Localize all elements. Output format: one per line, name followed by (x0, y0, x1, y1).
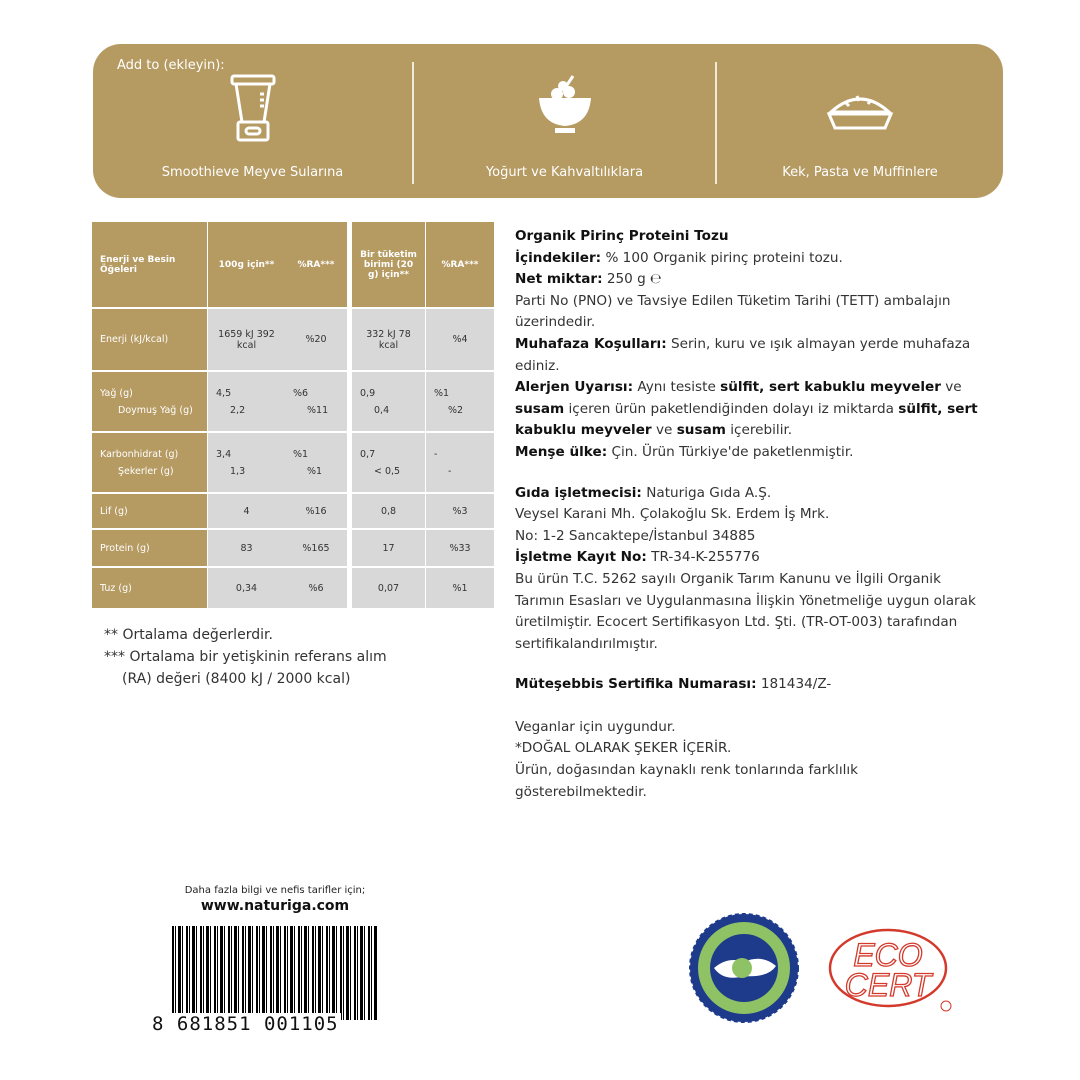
value-cell (285, 433, 347, 492)
value-cell (208, 530, 285, 566)
value-cell (352, 309, 425, 370)
value-cell (352, 433, 425, 492)
cell-text: %16 (305, 505, 327, 517)
cell-text: 100g için** (218, 259, 275, 270)
cell-text: 0,34 (235, 582, 258, 594)
value-cell (285, 568, 347, 608)
ingredients-value: % 100 Organik pirinç proteini tozu. (601, 249, 843, 266)
note: *** Ortalama bir yetişkinin referans alım (104, 649, 387, 665)
row-label (92, 530, 207, 566)
note: (RA) değeri (8400 kJ / 2000 kcal) (122, 671, 351, 687)
cell-text: %20 (305, 334, 327, 345)
header-cell (426, 222, 494, 307)
t: ve (940, 379, 962, 396)
row-label (92, 433, 207, 492)
cell-text: 17 (382, 542, 395, 554)
ingredients-key: İçindekiler: (515, 249, 602, 266)
cell-text: %2 (448, 404, 464, 416)
nutrition-table (92, 222, 494, 608)
note: ** Ortalama değerlerdir. (104, 627, 273, 643)
pie-icon (825, 86, 895, 150)
use-cake (717, 44, 1003, 198)
value-cell (352, 530, 425, 566)
certification-text: Bu ürün T.C. 5262 sayılı Organik Tarım Kanunu ve İlgili Organik Tarımın Esasları ve Uygulanmasına İlişkin Yönetmeliğe uygun olarak üretilmiştir. Ecocert Sertifikasyon Ltd. Şti. (TR-OT-003) tarafından sertifikalandırılmıştır. (515, 570, 976, 652)
cell-text: %165 (302, 542, 330, 554)
use-smoothie (93, 44, 412, 198)
value-cell (426, 433, 494, 492)
cell-text: Enerji ve Besin Öğeleri (100, 254, 176, 275)
storage-value: Serin, kuru ve ışık almayan yerde muhafaza ediniz. (515, 335, 971, 374)
cell-text: Şekerler (g) (118, 465, 174, 477)
barcode-number: 8 681851 001105 (152, 1013, 339, 1035)
website-caption: Daha fazla bilgi ve nefis tarifler için; (184, 885, 366, 896)
svg-text:ECO: ECO (853, 937, 923, 973)
value-cell (426, 309, 494, 370)
cell-text: - (448, 465, 452, 477)
value-cell (208, 568, 285, 608)
value-cell (208, 433, 285, 492)
t: sülfit, sert kabuklu meyveler (515, 400, 978, 439)
cell-text: %6 (293, 387, 309, 399)
cell-text: Tuz (g) (100, 582, 132, 594)
row-label (92, 309, 207, 370)
header-cell (352, 222, 425, 307)
cell-text: 3,4 (216, 448, 232, 460)
cell-text: Yağ (g) (100, 387, 133, 399)
cell-text: %11 (307, 404, 329, 416)
header-cell (285, 222, 347, 307)
address: Veysel Karani Mh. Çolakoğlu Sk. Erdem İş Mrk. (515, 506, 830, 523)
entrepreneur-key: Müteşebbis Sertifika Numarası: (515, 676, 757, 693)
t: susam (515, 400, 565, 417)
cell-text: %33 (449, 542, 471, 554)
value-cell (285, 309, 347, 370)
sugar-note: *DOĞAL OLARAK ŞEKER İÇERİR. (515, 740, 732, 757)
cell-text: 332 kJ 78 kcal (366, 328, 411, 351)
svg-text:CERT: CERT (844, 967, 932, 1003)
row-label (92, 494, 207, 528)
use-yogurt (414, 44, 715, 198)
vegan-note: Veganlar için uygundur. (515, 718, 676, 735)
row-label (92, 372, 207, 431)
product-info (515, 226, 985, 803)
t: susam (676, 422, 726, 439)
cell-text: %1 (293, 448, 309, 460)
net-value: 250 g ℮ (602, 271, 662, 288)
cell-text: Bir tüketim birimi (20 g) için** (360, 249, 417, 280)
cell-text: 4 (243, 505, 250, 517)
website-block (172, 885, 378, 914)
cell-text: Enerji (kJ/kcal) (100, 334, 169, 345)
value-cell (352, 494, 425, 528)
value-cell (208, 372, 285, 431)
cell-text: %1 (307, 465, 323, 477)
cell-text: 0,07 (377, 582, 400, 594)
use-label: Kek, Pasta ve Muffinlere (782, 165, 938, 180)
bowl-icon (535, 72, 595, 136)
add-to-label: Add to (ekleyin): (117, 58, 225, 73)
t: Aynı tesiste (633, 379, 721, 396)
t: sülfit, sert kabuklu meyveler (720, 379, 941, 396)
value-cell (352, 568, 425, 608)
cell-text: 2,2 (230, 404, 246, 416)
origin-value: Çin. Ürün Türkiye'de paketlenmiştir. (607, 443, 854, 460)
value-cell (285, 494, 347, 528)
website-link[interactable]: www.naturiga.com (200, 898, 350, 914)
cell-text: < 0,5 (374, 465, 401, 477)
cell-text: %RA*** (297, 259, 335, 270)
cell-text: Lif (g) (100, 505, 128, 517)
cell-text: 1,3 (230, 465, 246, 477)
value-cell (426, 530, 494, 566)
value-cell (426, 568, 494, 608)
blender-icon (228, 72, 278, 144)
net-key: Net miktar: (515, 271, 603, 288)
cell-text: 0,8 (380, 505, 397, 517)
cell-text: 0,4 (374, 404, 390, 416)
entrepreneur-value: 181434/Z- (756, 676, 832, 693)
row-label (92, 568, 207, 608)
ecocert-logo (826, 924, 956, 1014)
cell-text: 4,5 (216, 387, 232, 399)
operator-key: Gıda işletmecisi: (515, 484, 642, 501)
cell-text: 1659 kJ 392 kcal (218, 328, 275, 351)
cell-text: - (434, 448, 438, 460)
header-cell (208, 222, 285, 307)
header-cell (92, 222, 207, 307)
cell-text: Karbonhidrat (g) (100, 448, 179, 460)
value-cell (352, 372, 425, 431)
usage-banner (93, 44, 1003, 198)
registration-value: TR-34-K-255776 (646, 549, 760, 566)
color-note: Ürün, doğasından kaynaklı renk tonlarında farklılık gösterebilmektedir. (515, 762, 859, 800)
cell-text: %RA*** (441, 259, 479, 270)
value-cell (285, 372, 347, 431)
value-cell (208, 494, 285, 528)
allergen (515, 377, 985, 442)
use-label: Yoğurt ve Kahvaltılıklara (485, 165, 644, 180)
cell-text: %3 (452, 505, 468, 517)
origin-key: Menşe ülke: (515, 443, 608, 460)
cell-text: %6 (308, 582, 324, 594)
organic-tarim-logo (688, 912, 800, 1024)
operator-value: Naturiga Gıda A.Ş. (641, 484, 772, 501)
value-cell (426, 372, 494, 431)
cell-text: 0,9 (360, 387, 376, 399)
cell-text: 0,7 (360, 448, 376, 460)
cell-text: %4 (452, 334, 468, 345)
cell-text: 83 (240, 542, 253, 554)
cell-text: %1 (452, 582, 468, 594)
use-label: Smoothieve Meyve Sularına (161, 165, 344, 180)
registration-key: İşletme Kayıt No: (515, 549, 647, 566)
table-notes (104, 624, 387, 690)
address: No: 1-2 Sancaktepe/İstanbul 34885 (515, 527, 756, 544)
value-cell (285, 530, 347, 566)
cell-text: Doymuş Yağ (g) (118, 404, 193, 416)
value-cell (208, 309, 285, 370)
t: ve (651, 422, 677, 439)
cell-text: Protein (g) (100, 542, 150, 554)
value-cell (426, 494, 494, 528)
barcode (172, 926, 378, 1020)
t: içeren ürün paketlendiğinden dolayı iz miktarda (564, 400, 899, 417)
t: içerebilir. (725, 422, 793, 439)
cell-text: %1 (434, 387, 450, 399)
allergen-key: Alerjen Uyarısı: (515, 379, 634, 396)
storage-key: Muhafaza Koşulları: (515, 335, 667, 352)
batch-info: Parti No (PNO) ve Tavsiye Edilen Tüketim Tarihi (TETT) ambalajın üzerindedir. (515, 292, 951, 331)
product-title: Organik Pirinç Proteini Tozu (515, 228, 729, 244)
